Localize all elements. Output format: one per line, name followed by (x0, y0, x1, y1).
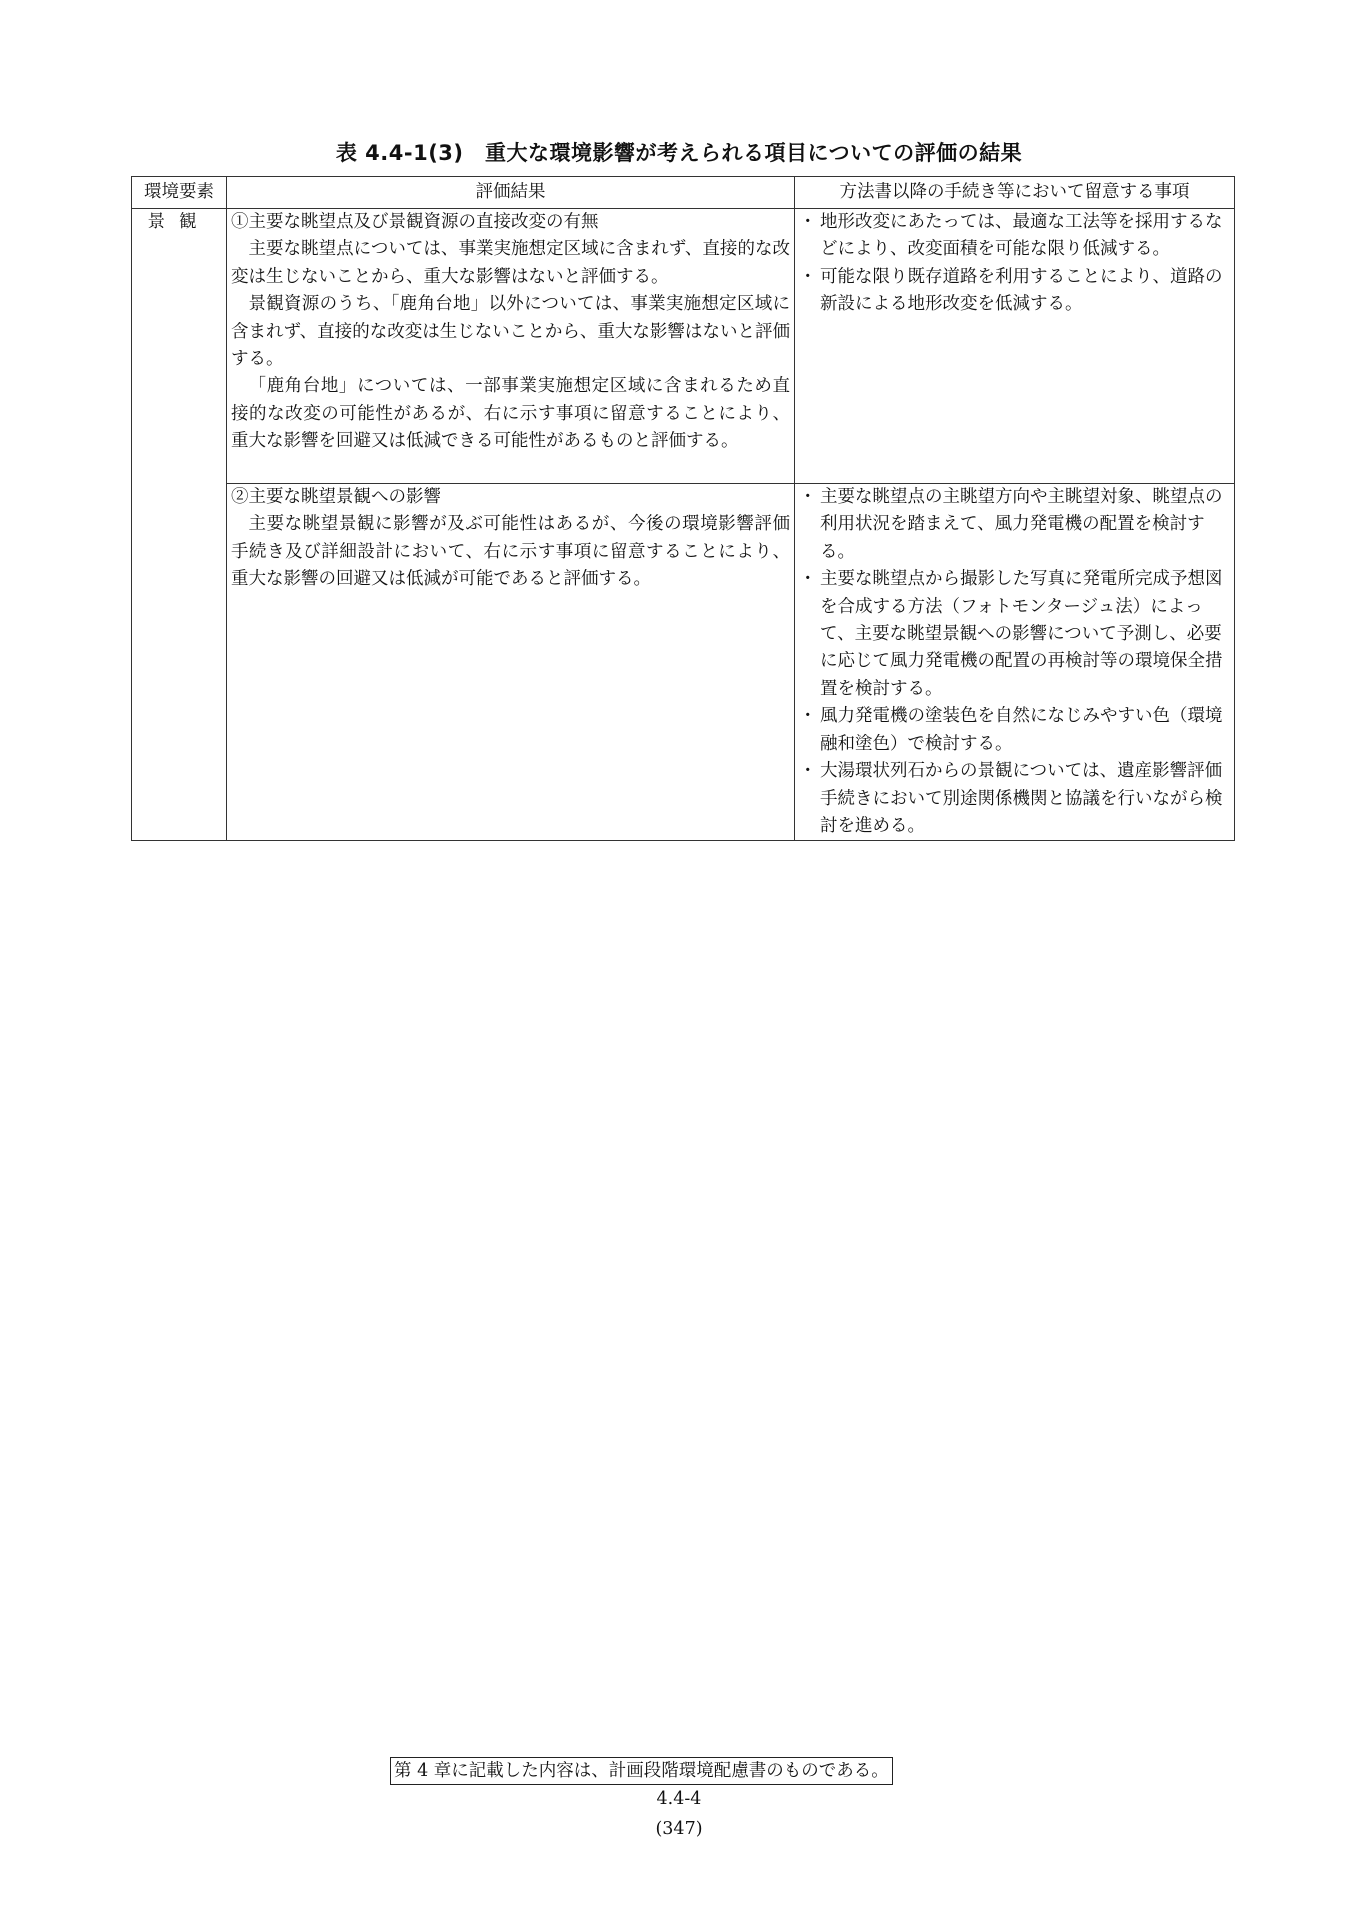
list-item (799, 209, 1230, 264)
result-heading: ②主要な眺望景観への影響 (231, 487, 441, 508)
list-item (799, 758, 1230, 840)
notes-list (799, 209, 1230, 319)
result-paragraph: 主要な眺望景観に影響が及ぶ可能性はあるが、今後の環境影響評価手続き及び詳細設計において、右に示す事項に留意することにより、重大な影響の回避又は低減が可能であると評価する。 (231, 514, 790, 590)
list-item (799, 484, 1230, 566)
table-title: 表 4.4-1(3) 重大な環境影響が考えられる項目についての評価の結果 (335, 141, 1023, 165)
footer-note: 第 4 章に記載した内容は、計画段階環境配慮書のものである。 (390, 1757, 893, 1785)
result-section (231, 484, 790, 594)
bullet: ・ (799, 212, 817, 232)
result-paragraph: 「鹿角台地」については、一部事業実施想定区域に含まれるため直接的な改変の可能性があるが、右に示す事項に留意することにより、重大な影響を回避又は低減できる可能性があるものと評価する。 (231, 376, 790, 452)
page-number: 4.4-4 (656, 1789, 702, 1809)
header-element: 環境要素 (132, 177, 227, 209)
table-row (132, 209, 1235, 484)
result-paragraph: 主要な眺望点については、事業実施想定区域に含まれず、直接的な改変は生じないことから、重大な影響はないと評価する。 (231, 239, 790, 287)
list-item (799, 703, 1230, 758)
note-text: 可能な限り既存道路を利用することにより、道路の新設による地形改変を低減する。 (820, 266, 1223, 315)
result-cell-2 (227, 484, 795, 841)
list-item (799, 264, 1230, 319)
note-text: 主要な眺望点の主眺望方向や主眺望対象、眺望点の利用状況を踏まえて、風力発電機の配置を検討する。 (820, 487, 1223, 562)
result-paragraph: 景観資源のうち、「鹿角台地」以外については、事業実施想定区域に含まれず、直接的な改変は生じないことから、重大な影響はないと評価する。 (231, 294, 790, 370)
table-row (132, 484, 1235, 841)
result-heading: ①主要な眺望点及び景観資源の直接改変の有無 (231, 212, 599, 232)
notes-cell-2 (795, 484, 1235, 841)
header-result: 評価結果 (227, 177, 795, 209)
list-item (799, 566, 1230, 703)
note-text: 大湯環状列石からの景観については、遺産影響評価手続きにおいて別途関係機関と協議を行いながら検討を進める。 (820, 761, 1223, 836)
bullet: ・ (799, 761, 817, 782)
header-notes: 方法書以降の手続き等において留意する事項 (795, 177, 1235, 209)
page-sequence: (347) (655, 1819, 703, 1839)
bullet: ・ (799, 266, 817, 287)
bullet: ・ (799, 706, 817, 727)
result-cell-1 (227, 209, 795, 484)
note-text: 風力発電機の塗装色を自然になじみやすい色（環境融和塗色）で検討する。 (820, 706, 1223, 754)
evaluation-table (131, 176, 1235, 841)
note-text: 主要な眺望点から撮影した写真に発電所完成予想図を合成する方法（フォトモンタージュ法）によって、主要な眺望景観への影響について予測し、必要に応じて風力発電機の配置の再検討等の環境保全措置を検討する。 (820, 569, 1223, 699)
element-cell: 景観 (132, 209, 227, 841)
bullet: ・ (799, 569, 817, 590)
notes-cell-1 (795, 209, 1235, 484)
table-header-row (132, 177, 1235, 209)
result-section (231, 209, 790, 483)
notes-list (799, 484, 1230, 840)
note-text: 地形改変にあたっては、最適な工法等を採用するなどにより、改変面積を可能な限り低減する。 (820, 212, 1223, 260)
bullet: ・ (799, 487, 817, 508)
